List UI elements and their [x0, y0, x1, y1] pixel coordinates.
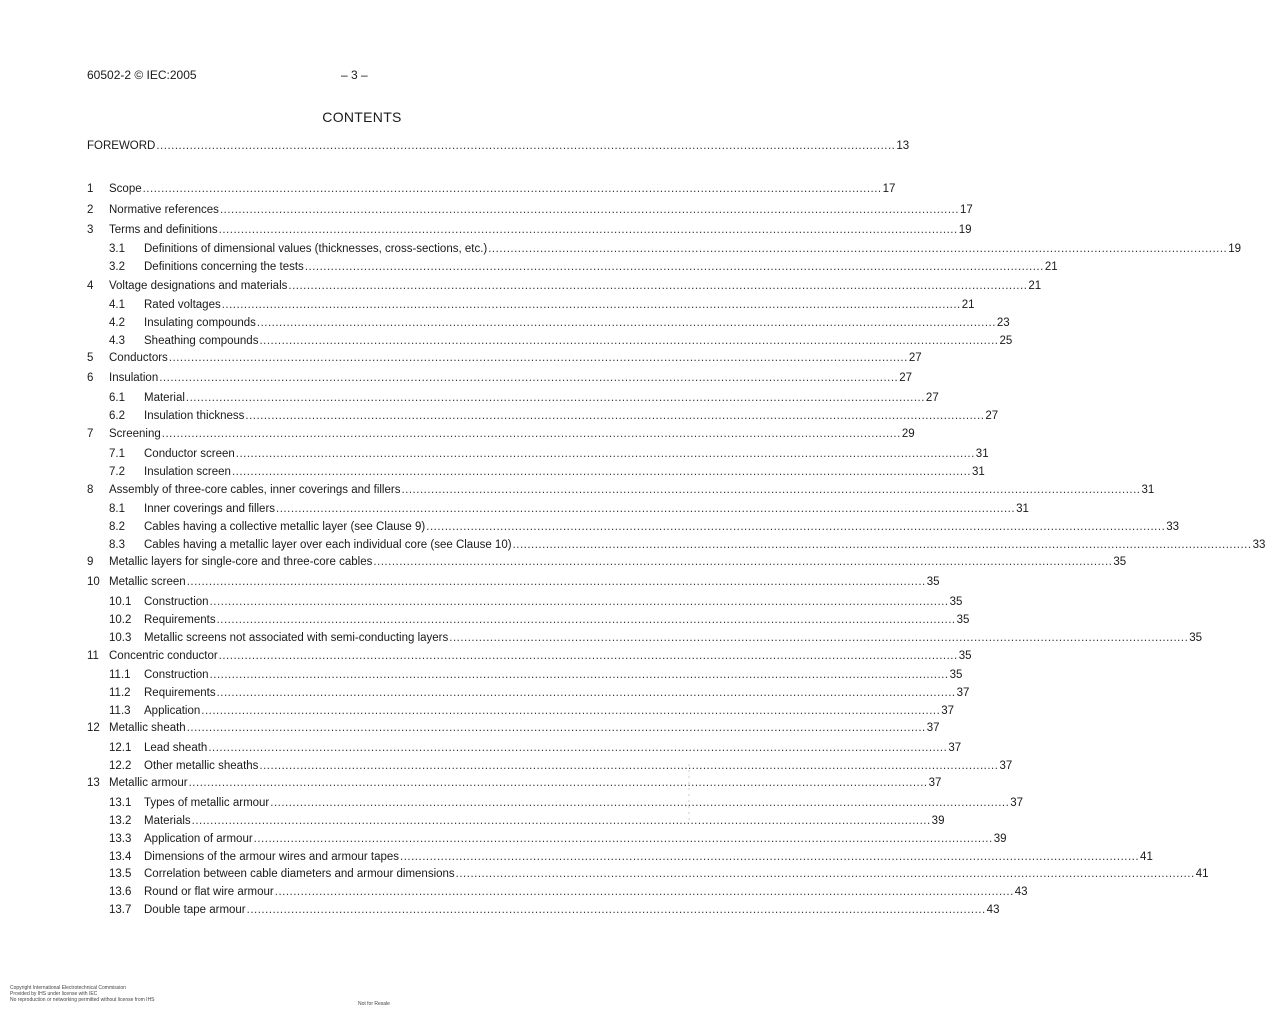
toc-entry-number: 11.2	[109, 687, 131, 699]
toc-entry-number: 1	[87, 183, 94, 195]
toc-entry-page: 21	[1028, 280, 1042, 292]
toc-entry-number: 4	[87, 280, 94, 292]
dot-leader: ........................................................................................................................................................................................................	[208, 742, 948, 754]
toc-entry-title: Insulating compounds	[144, 317, 256, 329]
toc-entry-number: 3.2	[109, 261, 125, 273]
toc-entry-number: 4.3	[109, 335, 125, 347]
copyright-line: Copyright International Electrotechnical Commission	[10, 985, 126, 991]
toc-entry-body	[144, 315, 1010, 331]
copyright-footer	[10, 985, 155, 1003]
toc-entry-number: 11	[87, 650, 99, 662]
dot-leader: ........................................................................................................................................................................................................	[259, 760, 999, 772]
toc-entry-number: 13.5	[109, 868, 132, 880]
toc-entry-title: Requirements	[144, 687, 216, 699]
toc-entry	[87, 222, 972, 238]
toc-entry-title: Scope	[109, 183, 142, 195]
toc-entry-number: 7	[87, 428, 94, 440]
toc-entry-number: 11.1	[109, 669, 131, 681]
toc-entry-title: Metallic screens not associated with semi-conducting layers	[144, 632, 449, 644]
toc-entry-page: 35	[949, 669, 963, 681]
toc-entry-title: Metallic screen	[109, 576, 186, 588]
toc-entry-body	[144, 612, 970, 628]
toc-entry-body	[109, 426, 915, 442]
toc-entry-page: 21	[1044, 261, 1058, 273]
toc-entry-body	[87, 138, 910, 154]
dot-leader: ........................................................................................................................................................................................................	[270, 797, 1010, 809]
reproduction-line: No reproduction or networking permitted without license from IHS	[10, 997, 155, 1003]
toc-entry-body	[144, 464, 985, 480]
toc-entry-title: Other metallic sheaths	[144, 760, 259, 772]
toc-entry	[87, 720, 940, 736]
toc-entry	[87, 612, 970, 628]
toc-entry-body	[144, 902, 1000, 918]
toc-entry-title: Normative references	[109, 204, 219, 216]
toc-entry-number: 6.1	[109, 392, 125, 404]
toc-entry-page: 41	[1195, 868, 1209, 880]
dot-leader: ........................................................................................................................................................................................................	[218, 224, 958, 236]
toc-entry-title: Conductors	[109, 352, 168, 364]
toc-entry	[87, 831, 1007, 847]
toc-entry	[87, 350, 922, 366]
toc-entry-body	[144, 831, 1007, 847]
dot-leader: ........................................................................................................................................................................................................	[246, 904, 986, 916]
toc-entry-number: 8.3	[109, 539, 125, 551]
toc-entry-page: 13	[896, 140, 910, 152]
toc-entry	[87, 202, 973, 218]
toc-entry-number: 5	[87, 352, 94, 364]
toc-entry-number: 13.7	[109, 904, 132, 916]
toc-entry-body	[109, 222, 972, 238]
toc-entry-body	[144, 849, 1153, 865]
toc-entry-page: 37	[999, 760, 1013, 772]
dot-leader: ........................................................................................................................................................................................................	[142, 183, 882, 195]
toc-entry-number: 7.1	[109, 448, 125, 460]
dot-leader: ........................................................................................................................................................................................................	[253, 833, 993, 845]
toc-entry-title: Insulation	[109, 372, 159, 384]
toc-entry-title: Round or flat wire armour	[144, 886, 274, 898]
toc-entry-title: Assembly of three-core cables, inner coverings and fillers	[109, 484, 401, 496]
dot-leader: ........................................................................................................................................................................................................	[185, 392, 925, 404]
toc-entry-number: 13	[87, 777, 100, 789]
resale-notice: Not for Resale	[358, 1001, 390, 1007]
toc-entry-body	[109, 202, 973, 218]
toc-entry	[87, 501, 1029, 517]
toc-entry	[87, 278, 1042, 294]
dot-leader: ........................................................................................................................................................................................................	[256, 317, 996, 329]
dot-leader: ........................................................................................................................................................................................................	[373, 556, 1113, 568]
toc-entry-body	[144, 758, 1013, 774]
toc-entry-body	[109, 278, 1042, 294]
toc-entry-number: 13.3	[109, 833, 132, 845]
toc-entry-page: 39	[993, 833, 1007, 845]
dot-leader: ........................................................................................................................................................................................................	[235, 448, 975, 460]
toc-entry-page: 43	[986, 904, 1000, 916]
toc-entry-body	[109, 181, 896, 197]
toc-entry-number: 10.2	[109, 614, 132, 626]
dot-leader: ........................................................................................................................................................................................................	[209, 596, 949, 608]
toc-entry-title: Requirements	[144, 614, 216, 626]
dot-leader: ........................................................................................................................................................................................................	[304, 261, 1044, 273]
toc-entry-title: Screening	[109, 428, 161, 440]
toc-entry-number: 13.2	[109, 815, 132, 827]
toc-entry-page: 27	[899, 372, 913, 384]
toc-entry-title: Dimensions of the armour wires and armour tapes	[144, 851, 400, 863]
toc-entry-title: Lead sheath	[144, 742, 208, 754]
toc-entry	[87, 333, 1013, 349]
toc-entry-title: Terms and definitions	[109, 224, 218, 236]
toc-entry-page: 33	[1252, 539, 1265, 551]
dot-leader: ........................................................................................................................................................................................................	[221, 299, 961, 311]
toc-entry-body	[109, 554, 1127, 570]
toc-entry-page: 39	[931, 815, 945, 827]
toc-entry-body	[109, 350, 922, 366]
toc-entry-number: 4.2	[109, 317, 125, 329]
dot-leader: ........................................................................................................................................................................................................	[191, 815, 931, 827]
dot-leader: ........................................................................................................................................................................................................	[209, 669, 949, 681]
toc-entry-number: 11.3	[109, 705, 131, 717]
dot-leader: ........................................................................................................................................................................................................	[186, 576, 926, 588]
dot-leader: ........................................................................................................................................................................................................	[216, 614, 956, 626]
toc-entry-number: 6.2	[109, 410, 125, 422]
toc-entry-body	[144, 740, 962, 756]
toc-entry	[87, 181, 896, 197]
toc-entry-page: 31	[971, 466, 985, 478]
toc-entry-page: 35	[949, 596, 963, 608]
toc-entry	[87, 685, 970, 701]
dot-leader: ........................................................................................................................................................................................................	[512, 539, 1252, 551]
toc-entry-body	[109, 648, 972, 664]
toc-entry-title: Insulation screen	[144, 466, 231, 478]
toc-entry-title: Correlation between cable diameters and armour dimensions	[144, 868, 455, 880]
toc-entry-body	[144, 259, 1058, 275]
toc-entry-number: 13.6	[109, 886, 132, 898]
dot-leader: ........................................................................................................................................................................................................	[400, 851, 1140, 863]
toc-entry-page: 37	[956, 687, 970, 699]
dot-leader: ........................................................................................................................................................................................................	[276, 503, 1016, 515]
toc-entry-body	[109, 482, 1155, 498]
toc-entry	[87, 740, 962, 756]
dot-leader: ........................................................................................................................................................................................................	[216, 687, 956, 699]
toc-entry-number: 2	[87, 204, 94, 216]
standard-designation: 60502-2 © IEC:2005	[87, 68, 197, 82]
toc-entry	[87, 866, 1209, 882]
toc-entry	[87, 758, 1013, 774]
dot-leader: ........................................................................................................................................................................................................	[449, 632, 1189, 644]
toc-entry-body	[144, 630, 1203, 646]
toc-entry-number: 13.1	[109, 797, 132, 809]
dot-leader: ........................................................................................................................................................................................................	[188, 777, 928, 789]
toc-entry	[87, 703, 955, 719]
dot-leader: ........................................................................................................................................................................................................	[159, 372, 899, 384]
toc-entry-page: 17	[959, 204, 973, 216]
toc-entry	[87, 426, 915, 442]
toc-entry-title: Double tape armour	[144, 904, 246, 916]
toc-entry-number: 8.1	[109, 503, 125, 515]
toc-entry	[87, 297, 975, 313]
toc-entry-body	[144, 795, 1024, 811]
toc-entry-number: 12.2	[109, 760, 132, 772]
toc-entry-number: 13.4	[109, 851, 132, 863]
toc-entry	[87, 537, 1265, 553]
toc-entry-page: 27	[985, 410, 999, 422]
toc-entry-body	[144, 446, 989, 462]
toc-entry-body	[144, 519, 1180, 535]
toc-entry-body	[144, 297, 975, 313]
toc-entry-title: Concentric conductor	[109, 650, 218, 662]
toc-entry	[87, 259, 1058, 275]
toc-entry-title: Metallic layers for single-core and three-core cables	[109, 556, 373, 568]
toc-entry-title: Rated voltages	[144, 299, 221, 311]
toc-entry	[87, 630, 1203, 646]
toc-entry	[87, 902, 1000, 918]
toc-entry	[87, 315, 1010, 331]
dot-leader: ........................................................................................................................................................................................................	[168, 352, 908, 364]
dot-leader: ........................................................................................................................................................................................................	[426, 521, 1166, 533]
toc-entry-page: 37	[926, 722, 940, 734]
toc-entry-page: 35	[926, 576, 940, 588]
dot-leader: ........................................................................................................................................................................................................	[259, 335, 999, 347]
toc-entry-body	[109, 720, 940, 736]
toc-entry-number: 12	[87, 722, 100, 734]
toc-entry-page: 33	[1166, 521, 1180, 533]
toc-entry-body	[144, 813, 945, 829]
toc-entry-number: 6	[87, 372, 94, 384]
toc-entry-body	[144, 241, 1242, 257]
toc-entry-page: 43	[1014, 886, 1028, 898]
toc-entry	[87, 667, 963, 683]
toc-entry-number: 9	[87, 556, 94, 568]
license-line: Provided by IHS under license with IEC	[10, 991, 98, 997]
toc-entry-body	[109, 775, 942, 791]
toc-entry-number: 10.1	[109, 596, 132, 608]
toc-entry-title: Application	[144, 705, 201, 717]
toc-entry-page: 37	[948, 742, 962, 754]
dot-leader: ........................................................................................................................................................................................................	[401, 484, 1141, 496]
toc-entry-title: Inner coverings and fillers	[144, 503, 276, 515]
toc-entry-page: 37	[941, 705, 955, 717]
toc-entry-page: 21	[961, 299, 975, 311]
toc-entry-page: 35	[958, 650, 972, 662]
toc-entry	[87, 446, 989, 462]
toc-entry-page: 19	[1228, 243, 1242, 255]
toc-entry-body	[109, 370, 913, 386]
dot-leader: ........................................................................................................................................................................................................	[186, 722, 926, 734]
dot-leader: ........................................................................................................................................................................................................	[219, 204, 959, 216]
toc-entry-title: Construction	[144, 596, 209, 608]
toc-entry	[87, 138, 910, 154]
toc-entry-number: 7.2	[109, 466, 125, 478]
toc-entry	[87, 594, 963, 610]
toc-entry-page: 35	[1189, 632, 1203, 644]
toc-entry-title: Cables having a collective metallic layer (see Clause 9)	[144, 521, 426, 533]
dot-leader: ........................................................................................................................................................................................................	[161, 428, 901, 440]
dot-leader: ........................................................................................................................................................................................................	[156, 140, 896, 152]
toc-entry-page: 19	[958, 224, 972, 236]
toc-entry-number: 12.1	[109, 742, 132, 754]
dot-leader: ........................................................................................................................................................................................................	[218, 650, 958, 662]
toc-entry	[87, 482, 1155, 498]
toc-entry-page: 35	[956, 614, 970, 626]
page-number: – 3 –	[341, 68, 368, 82]
toc-entry	[87, 408, 999, 424]
toc-entry-title: Material	[144, 392, 185, 404]
toc-entry	[87, 464, 985, 480]
toc-entry-page: 37	[928, 777, 942, 789]
toc-entry-page: 29	[901, 428, 915, 440]
dot-leader: ........................................................................................................................................................................................................	[455, 868, 1195, 880]
toc-entry-body	[144, 408, 999, 424]
toc-entry-number: 10.3	[109, 632, 132, 644]
toc-entry-page: 31	[1141, 484, 1155, 496]
dot-leader: ........................................................................................................................................................................................................	[274, 886, 1014, 898]
toc-entry-number: 8	[87, 484, 94, 496]
toc-entry-title: Construction	[144, 669, 209, 681]
dot-leader: ........................................................................................................................................................................................................	[245, 410, 985, 422]
toc-entry-title: Insulation thickness	[144, 410, 245, 422]
toc-entry-title: Sheathing compounds	[144, 335, 259, 347]
toc-entry	[87, 519, 1180, 535]
page-header	[87, 68, 639, 84]
dot-leader: ........................................................................................................................................................................................................	[488, 243, 1228, 255]
toc-entry-title: Voltage designations and materials	[109, 280, 288, 292]
toc-entry-body	[144, 594, 963, 610]
toc-entry-title: Conductor screen	[144, 448, 235, 460]
toc-entry	[87, 648, 972, 664]
side-watermark	[688, 764, 690, 824]
toc-entry-title: FOREWORD	[87, 140, 156, 152]
toc-entry-page: 41	[1140, 851, 1153, 863]
toc-entry-page: 27	[908, 352, 922, 364]
toc-entry-body	[109, 574, 940, 590]
toc-entry-page: 35	[1113, 556, 1127, 568]
toc-entry-page: 31	[1016, 503, 1029, 515]
toc-entry-body	[144, 333, 1013, 349]
toc-entry-title: Cables having a metallic layer over each individual core (see Clause 10)	[144, 539, 512, 551]
toc-entry-number: 3	[87, 224, 94, 236]
toc-entry-body	[144, 501, 1029, 517]
toc-entry	[87, 241, 1242, 257]
toc-entry-title: Definitions of dimensional values (thicknesses, cross-sections, etc.)	[144, 243, 488, 255]
toc-entry-number: 3.1	[109, 243, 125, 255]
toc-entry	[87, 795, 1024, 811]
toc-entry-title: Types of metallic armour	[144, 797, 270, 809]
toc-entry	[87, 849, 1153, 865]
toc-entry	[87, 554, 1127, 570]
toc-entry-page: 17	[882, 183, 896, 195]
toc-entry	[87, 370, 913, 386]
toc-entry-title: Application of armour	[144, 833, 253, 845]
toc-entry-body	[144, 685, 970, 701]
toc-entry-page: 25	[999, 335, 1013, 347]
toc-entry-body	[144, 866, 1209, 882]
toc-entry	[87, 775, 942, 791]
toc-entry-body	[144, 667, 963, 683]
toc-entry	[87, 574, 940, 590]
toc-entry-page: 27	[925, 392, 939, 404]
toc-entry-body	[144, 390, 939, 406]
toc-entry-title: Metallic armour	[109, 777, 188, 789]
toc-entry-title: Materials	[144, 815, 191, 827]
toc-entry-number: 10	[87, 576, 100, 588]
toc-entry-body	[144, 537, 1265, 553]
toc-entry-title: Metallic sheath	[109, 722, 186, 734]
toc-entry-body	[144, 884, 1028, 900]
dot-leader: ........................................................................................................................................................................................................	[201, 705, 941, 717]
dot-leader: ........................................................................................................................................................................................................	[288, 280, 1028, 292]
toc-entry-page: 37	[1010, 797, 1024, 809]
toc-entry-page: 23	[996, 317, 1010, 329]
toc-entry-number: 4.1	[109, 299, 125, 311]
toc-entry-number: 8.2	[109, 521, 125, 533]
toc-entry	[87, 390, 939, 406]
toc-entry-page: 31	[975, 448, 989, 460]
contents-title: CONTENTS	[322, 109, 402, 125]
toc-entry-body	[144, 703, 955, 719]
toc-entry	[87, 884, 1028, 900]
dot-leader: ........................................................................................................................................................................................................	[231, 466, 971, 478]
toc-entry	[87, 813, 945, 829]
toc-entry-title: Definitions concerning the tests	[144, 261, 304, 273]
